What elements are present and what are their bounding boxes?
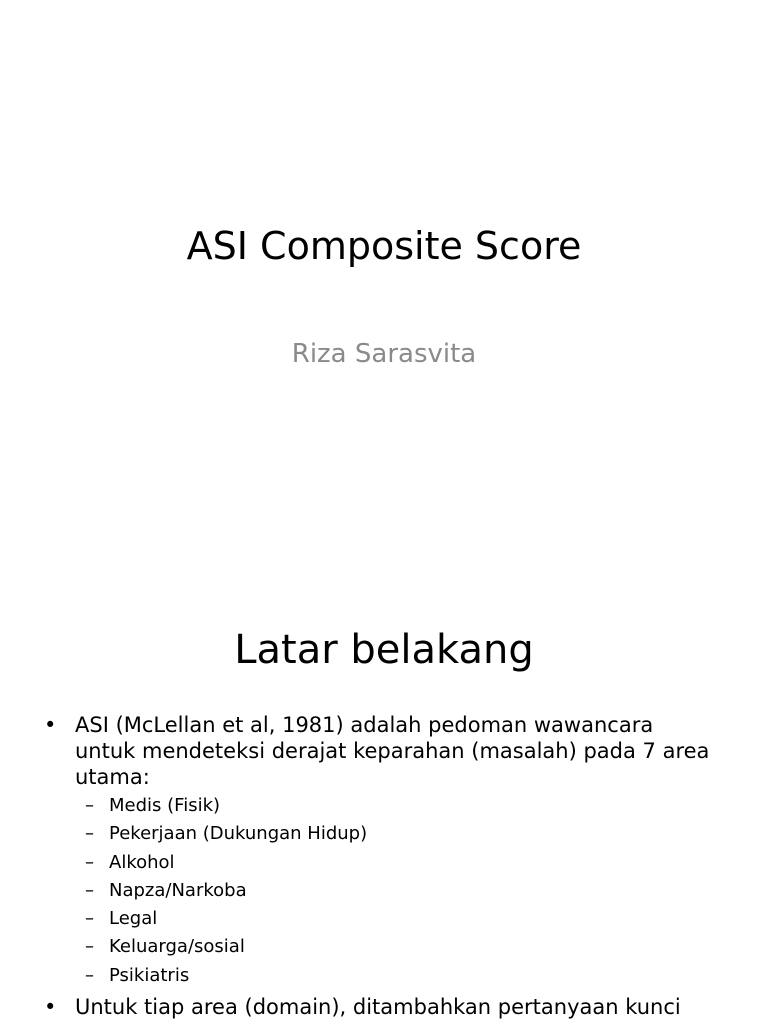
slide-title: ASI Composite Score — [186, 224, 582, 268]
sub-list-item — [85, 878, 485, 906]
bullet-text-line: ASI (McLellan et al, 1981) adalah pedoman wawancara — [75, 713, 654, 737]
sub-list-item — [85, 850, 485, 878]
dash-marker: – — [85, 880, 94, 901]
dash-marker: – — [85, 795, 94, 816]
dash-marker: – — [85, 965, 94, 986]
slide-subtitle: Riza Sarasvita — [291, 339, 477, 369]
sub-item-text: Keluarga/sosial — [109, 936, 245, 957]
dash-marker: – — [85, 908, 94, 929]
sub-item-text: Pekerjaan (Dukungan Hidup) — [109, 823, 368, 844]
bullet-marker: • — [44, 995, 57, 1019]
bullet-item — [44, 994, 744, 1024]
dash-marker: – — [85, 823, 94, 844]
content-slide — [0, 576, 768, 1024]
sub-item-text: Alkohol — [109, 852, 175, 873]
sub-list-item — [85, 793, 485, 821]
bullet-text-line: utama: — [75, 765, 150, 789]
slide-title: Latar belakang — [234, 627, 534, 673]
bullet-text-line: Untuk tiap area (domain), ditambahkan pertanyaan kunci — [75, 995, 681, 1019]
bullet-marker: • — [44, 713, 57, 737]
sub-item-text: Psikiatris — [109, 965, 190, 986]
sub-list-item — [85, 821, 485, 849]
dash-marker: – — [85, 852, 94, 873]
sub-list-item — [85, 963, 485, 991]
sub-item-text: Legal — [109, 908, 158, 929]
sub-list-item — [85, 934, 485, 962]
bullet-item — [44, 712, 744, 992]
sub-item-text: Napza/Narkoba — [109, 880, 247, 901]
sub-item-text: Medis (Fisik) — [109, 795, 221, 816]
dash-marker: – — [85, 936, 94, 957]
bullet-text-line: untuk mendeteksi derajat keparahan (masalah) pada 7 area — [75, 739, 710, 763]
sub-list-item — [85, 906, 485, 934]
